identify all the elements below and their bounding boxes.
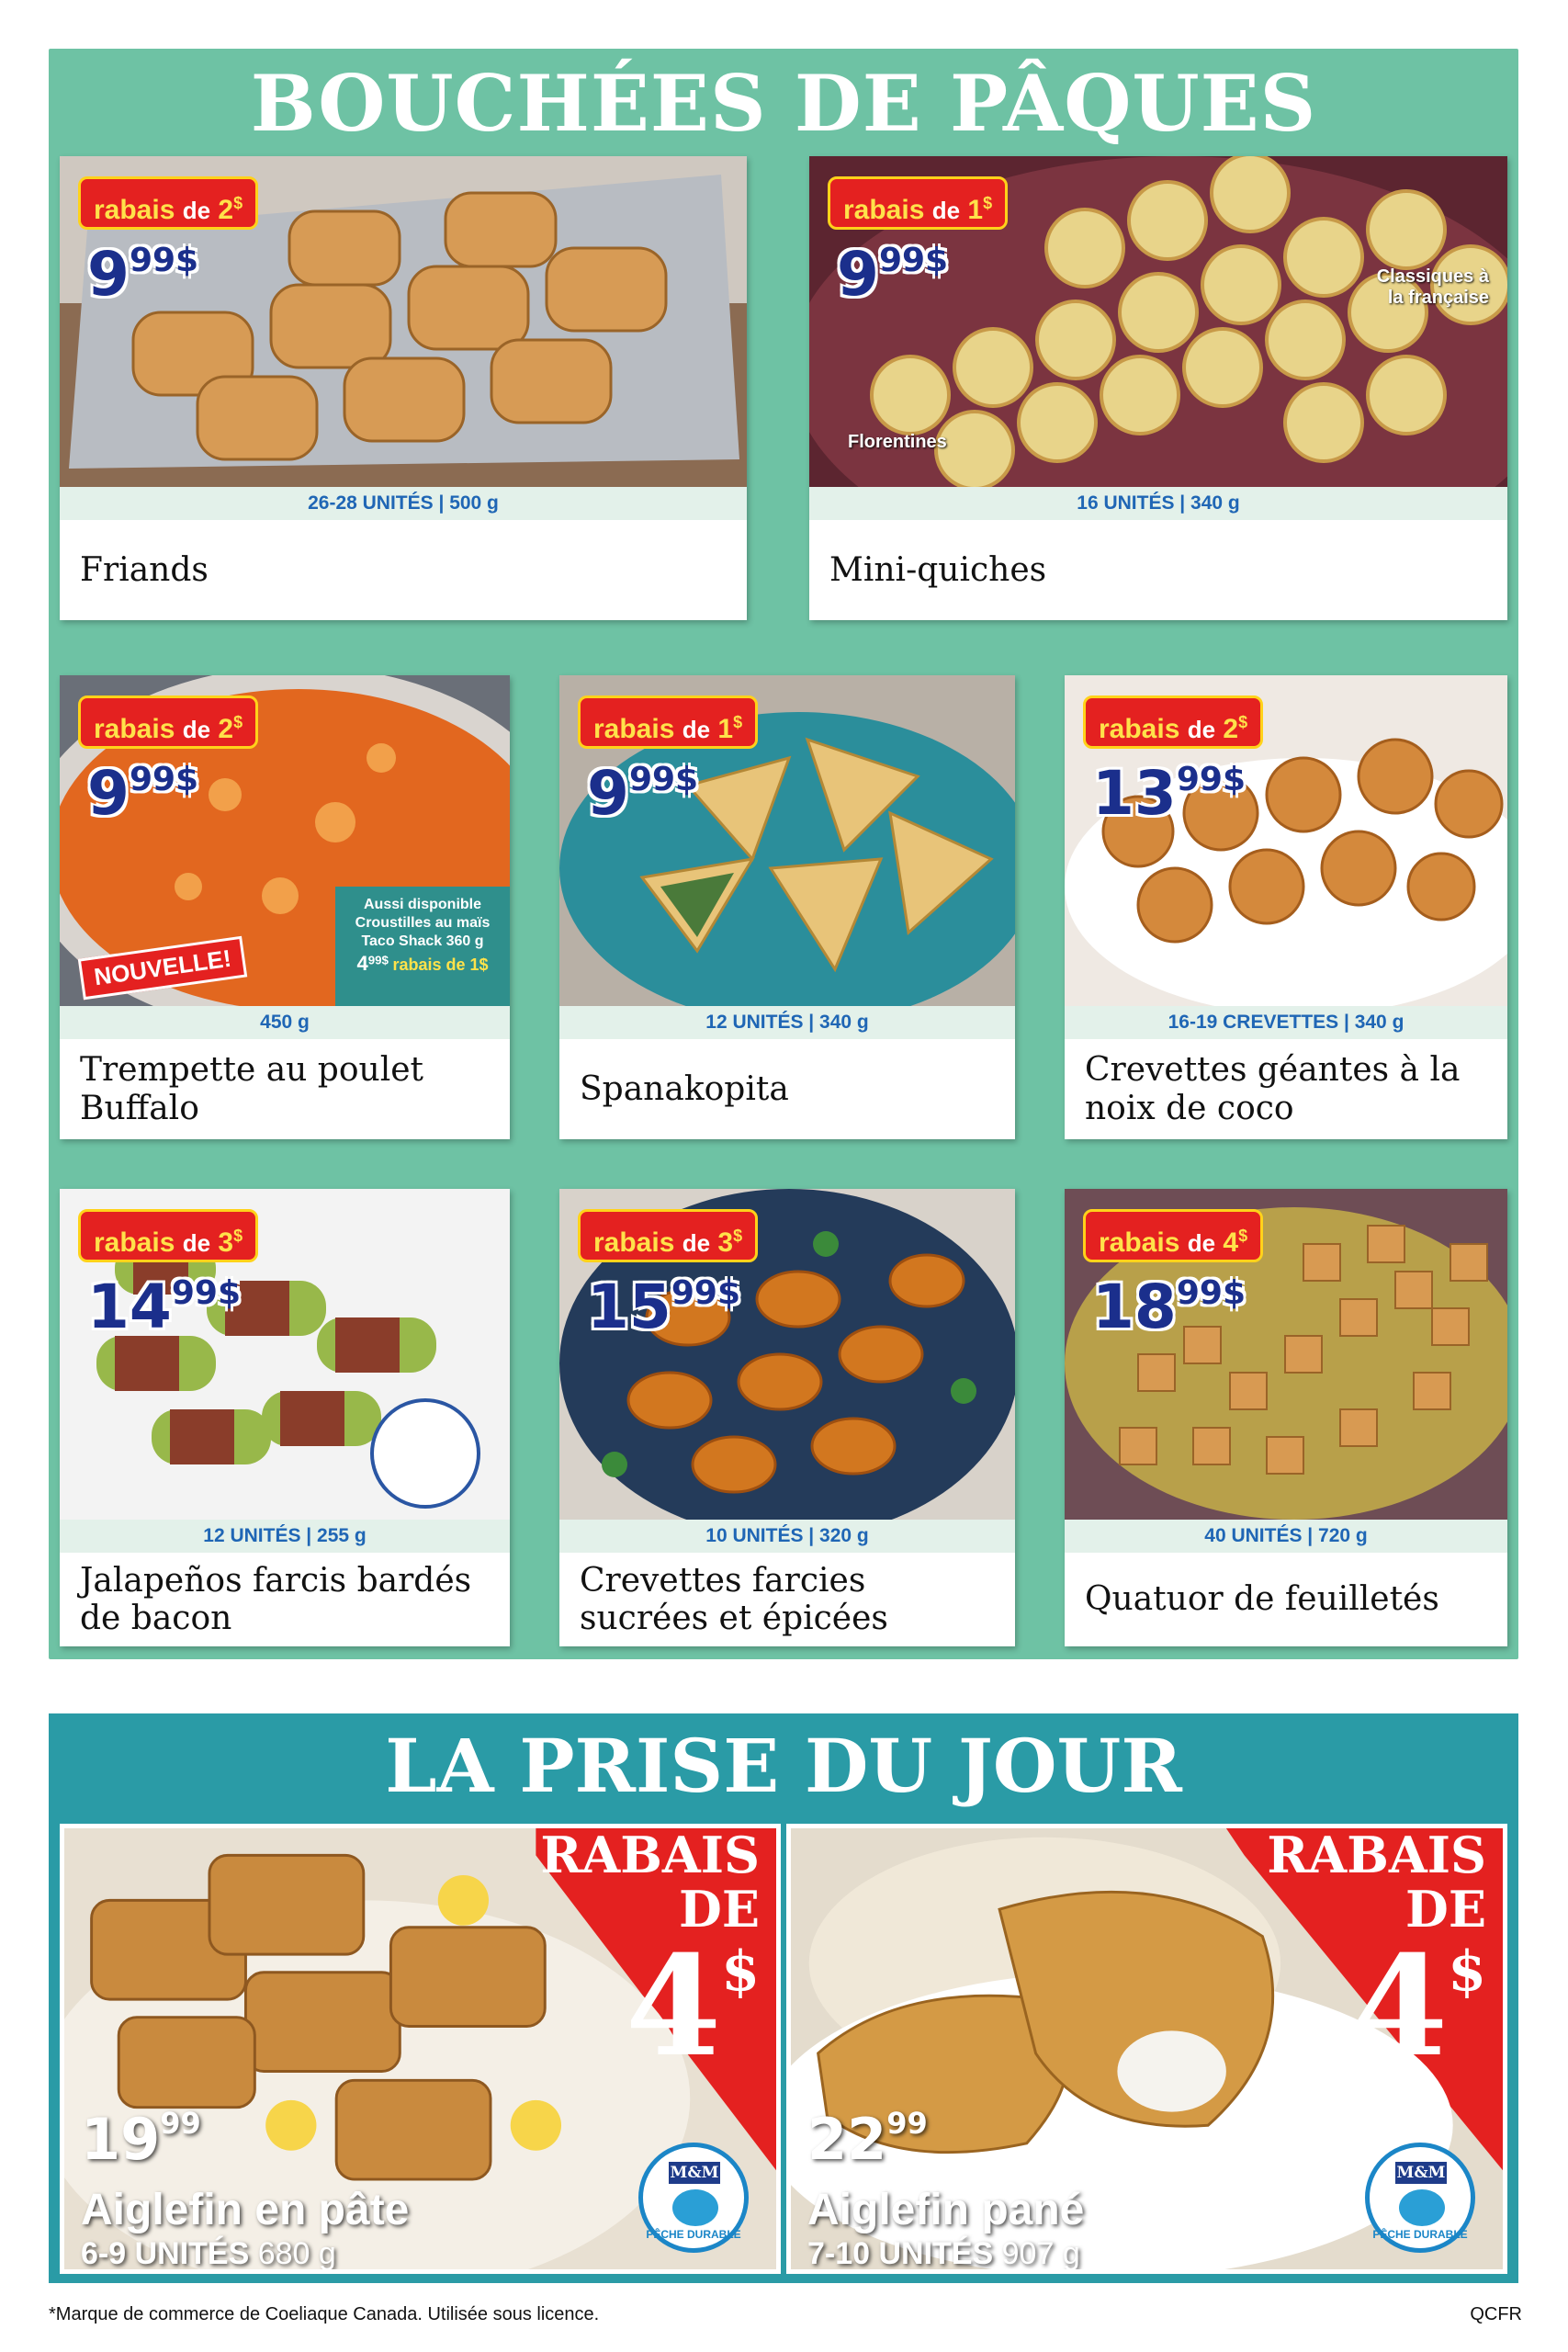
size-label: 12 UNITÉS | 340 g	[559, 1006, 1015, 1039]
big-discount: RABAIS DE 4$	[1267, 1826, 1486, 2087]
product-name: Aiglefin en pâte	[81, 2186, 410, 2234]
price: $15^{99\$}$	[587, 1272, 741, 1342]
size-label: 16-19 CREVETTES | 340 g	[1065, 1006, 1507, 1039]
product-card-pastry-quartet[interactable]	[1065, 1189, 1507, 1646]
product-name: Aiglefin pané	[807, 2186, 1085, 2234]
fish-icon	[672, 2189, 718, 2226]
product-card-spanakopita[interactable]	[559, 675, 1015, 1139]
discount-badge: rabais de 2$	[78, 176, 258, 230]
product-card-breaded-haddock[interactable]	[786, 1824, 1507, 2274]
product-name: Crevettes géantes à la noix de coco	[1085, 1051, 1461, 1127]
fish-icon	[1399, 2189, 1445, 2226]
price: $14^{99\$}$	[87, 1272, 242, 1342]
section-title: LA PRISE DU JOUR	[385, 1723, 1182, 1809]
also-line-2: Croustilles au maïs	[355, 915, 491, 931]
product-name: Jalapeños farcis bardés de bacon	[80, 1561, 472, 1637]
product-card-buffalo-dip[interactable]	[60, 675, 510, 1139]
discount-badge: rabais de 2$	[1083, 695, 1263, 749]
also-price: $4^{99\$}$ rabais de 1$	[356, 952, 489, 975]
variety-label-classic: Classiques à la française	[1376, 266, 1489, 308]
product-name: Quatuor de feuilletés	[1085, 1580, 1439, 1619]
price: $13^{99\$}$	[1092, 758, 1247, 829]
sustainable-fishing-seal: M&M PÊCHE DURABLE	[638, 2143, 749, 2253]
gluten-free-seal	[370, 1398, 480, 1509]
size-label: 450 g	[60, 1006, 510, 1039]
price: $9^{99\$}$	[87, 239, 199, 310]
size-label: 40 UNITÉS | 720 g	[1065, 1520, 1507, 1553]
price: $9^{99\$}$	[837, 239, 949, 310]
price: $9^{99\$}$	[587, 758, 699, 829]
product-name: Spanakopita	[580, 1069, 789, 1108]
new-badge: NOUVELLE!	[78, 936, 248, 1001]
region-code: QCFR	[1470, 2304, 1522, 2324]
product-name: Trempette au poulet Buffalo	[80, 1051, 423, 1127]
product-name: Mini-quiches	[829, 550, 1047, 589]
product-card-friands[interactable]	[60, 156, 747, 620]
section-title: BOUCHÉES DE PÂQUES	[250, 58, 1317, 149]
product-name: Friands	[80, 550, 209, 589]
catch-of-the-day-section	[49, 1713, 1518, 2283]
discount-badge: rabais de 2$	[78, 695, 258, 749]
variety-label-florentine: Florentines	[848, 432, 947, 452]
discount-badge: rabais de 3$	[78, 1209, 258, 1262]
legal-footnote: *Marque de commerce de Coeliaque Canada. Utilisée sous licence.	[49, 2304, 600, 2324]
size-label: 12 UNITÉS | 255 g	[60, 1520, 510, 1553]
discount-badge: rabais de 1$	[828, 176, 1008, 230]
discount-badge: rabais de 4$	[1083, 1209, 1263, 1262]
product-name: Crevettes farcies sucrées et épicées	[580, 1561, 888, 1637]
price: $9^{99\$}$	[87, 758, 199, 829]
also-line-3: Taco Shack 360 g	[361, 933, 484, 949]
price: $19^{99}$	[81, 2106, 201, 2173]
price: $22^{99}$	[807, 2106, 928, 2173]
discount-badge: rabais de 1$	[578, 695, 758, 749]
big-discount: RABAIS DE 4$	[540, 1826, 760, 2087]
easter-bites-section	[49, 49, 1518, 1659]
price: $18^{99\$}$	[1092, 1272, 1247, 1342]
size-label: 10 UNITÉS | 320 g	[559, 1520, 1015, 1553]
also-line-1: Aussi disponible	[363, 897, 481, 912]
product-card-jalapenos[interactable]	[60, 1189, 510, 1646]
also-available-box	[335, 887, 510, 1006]
size-label: 16 UNITÉS | 340 g	[809, 487, 1507, 520]
size-label: 7-10 UNITÉS 907 g	[807, 2236, 1080, 2271]
size-label: 6-9 UNITÉS 680 g	[81, 2236, 336, 2271]
product-card-mini-quiches[interactable]	[809, 156, 1507, 620]
size-label: 26-28 UNITÉS | 500 g	[60, 487, 747, 520]
product-card-battered-haddock[interactable]	[60, 1824, 781, 2274]
product-card-stuffed-shrimp[interactable]	[559, 1189, 1015, 1646]
product-card-coconut-shrimp[interactable]	[1065, 675, 1507, 1139]
discount-badge: rabais de 3$	[578, 1209, 758, 1262]
sustainable-fishing-seal: M&M PÊCHE DURABLE	[1365, 2143, 1475, 2253]
